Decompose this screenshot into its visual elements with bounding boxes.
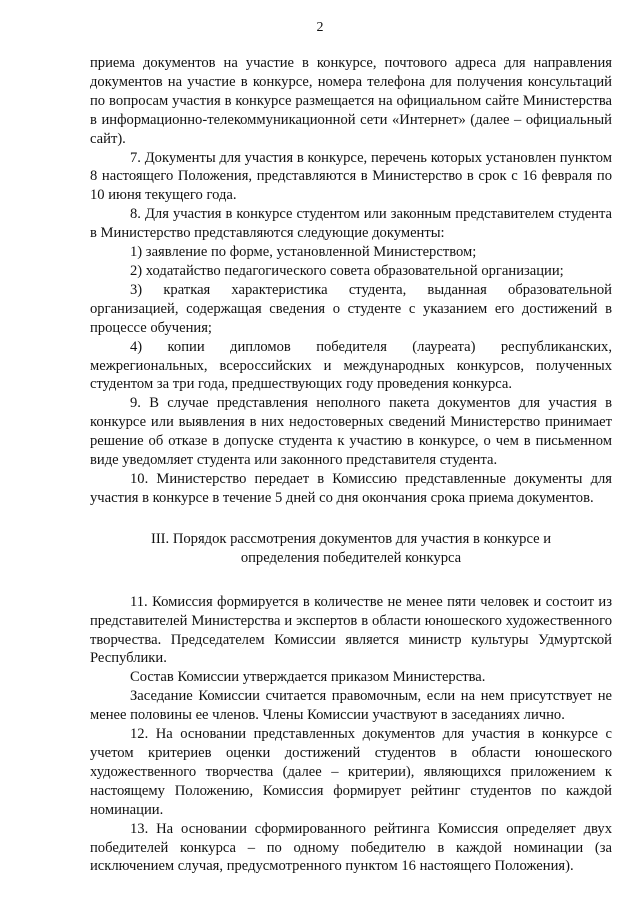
list-item-1: 1) заявление по форме, установленной Министерством; — [130, 244, 477, 261]
document-body — [90, 54, 612, 876]
paragraph-item-9: 9. В случае представления неполного пакета документов для участия в конкурсе или выявления в них недостоверных сведений Министерство принимает решение об отказе в допуске студента к участию в конкурсе, о чем в письменном виде уведомляет студента или законного представителя студента. — [90, 395, 612, 469]
list-item-4: 4) копии дипломов победителя (лауреата) республиканских, межрегиональных, всероссийских и международных конкурсов, полученных студентом за три года, предшествующих году проведения конкурса. — [90, 338, 612, 393]
paragraph-commission-composition: Состав Комиссии утверждается приказом Министерства. — [130, 669, 486, 686]
section-heading-line-1: III. Порядок рассмотрения документов для участия в конкурсе и — [150, 530, 552, 547]
section-heading-line-2: определения победителей конкурса — [240, 550, 462, 567]
paragraph-item-8: 8. Для участия в конкурсе студентом или законным представителем студента в Министерство представляются следующие документы: — [90, 206, 612, 242]
paragraph-commission-quorum: Заседание Комиссии считается правомочным, если на нем присутствует не менее половины ее членов. Члены Комиссии участвуют в заседаниях лично. — [90, 688, 612, 724]
list-item-3: 3) краткая характеристика студента, выданная образовательной организацией, содержащая сведения о студенте с указанием его достижений в процессе обучения; — [90, 281, 612, 336]
paragraph-item-13: 13. На основании сформированного рейтинга Комиссия определяет двух победителей конкурса – по одному победителю в каждой номинации (за исключением случая, предусмотренного пунктом 16 настоящего Положения). — [90, 820, 612, 875]
paragraph-item-10: 10. Министерство передает в Комиссию представленные документы для участия в конкурсе в течение 5 дней со дня окончания срока приема документов. — [90, 470, 612, 506]
paragraph-item-11: 11. Комиссия формируется в количестве не менее пяти человек и состоит из представителей Министерства и экспертов в области юношеского художественного творчества. Председателем Комиссии является министр культуры Удмуртской Республики. — [90, 593, 612, 667]
list-item-2: 2) ходатайство педагогического совета образовательной организации; — [130, 262, 564, 279]
page-number: 2 — [316, 20, 324, 35]
section-heading — [90, 530, 612, 569]
paragraph-continuation: приема документов на участие в конкурсе, почтового адреса для направления документов на участие в конкурсе, номера телефона для получения консультаций по вопросам участия в конкурсе размещается на официальном сайте Министерства в информационно-телекоммуникационной сети «Интернет» (далее – официальный сайт). — [90, 55, 612, 147]
paragraph-item-7: 7. Документы для участия в конкурсе, перечень которых установлен пунктом 8 настоящего Положения, представляются в Министерство в срок с 16 февраля по 10 июня текущего года. — [90, 149, 612, 204]
paragraph-item-12: 12. На основании представленных документов для участия в конкурсе с учетом критериев оценки достижений студентов в области юношеского художественного творчества (далее – критерии), являющихся приложением к настоящему Положению, Комиссия формирует рейтинг студентов по каждой номинации. — [90, 726, 612, 818]
